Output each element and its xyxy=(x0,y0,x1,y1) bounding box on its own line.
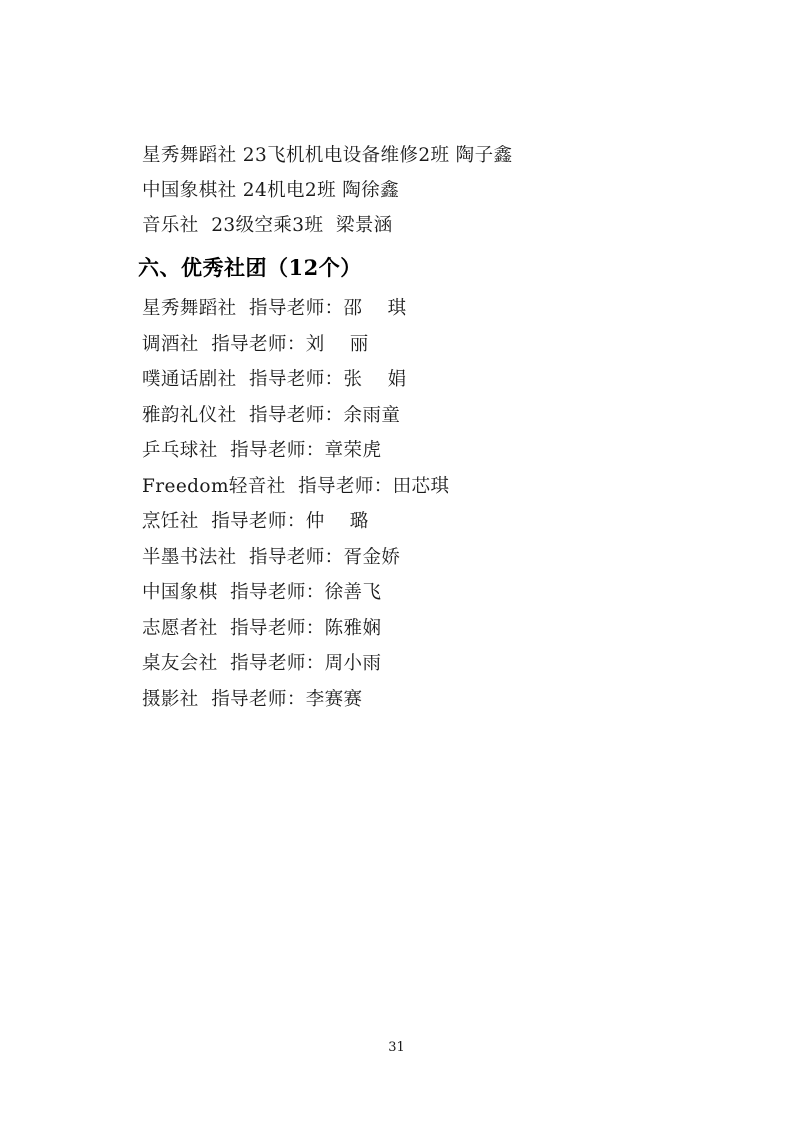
list-item: 星秀舞蹈社 指导老师：邵 琪 xyxy=(142,298,407,319)
page-number: 31 xyxy=(388,1040,405,1055)
list-item: 调酒社 指导老师：刘 丽 xyxy=(142,333,369,355)
list-item: 烹饪社 指导老师：仲 璐 xyxy=(142,511,369,532)
list-item: 音乐社 23级空乘3班 梁景涵 xyxy=(142,215,393,236)
page-content xyxy=(138,138,662,717)
list-item: 星秀舞蹈社 23飞机机电设备维修2班 陶子鑫 xyxy=(142,145,513,166)
list-item: 摄影社 指导老师：李赛赛 xyxy=(142,688,363,710)
list-item: 桌友会社 指导老师：周小雨 xyxy=(142,653,382,674)
list-item: 中国象棋社 24机电2班 陶徐鑫 xyxy=(142,180,399,201)
list-item: 噗通话剧社 指导老师：张 娟 xyxy=(142,369,407,390)
section-heading: 六、优秀社团（12个） xyxy=(138,255,362,280)
list-item: 半墨书法社 指导老师：胥金娇 xyxy=(142,546,401,568)
list-item: Freedom轻音社 指导老师：田芯琪 xyxy=(142,475,450,497)
list-item: 雅韵礼仪社 指导老师：余雨童 xyxy=(142,404,401,426)
list-item: 乒乓球社 指导老师：章荣虎 xyxy=(142,440,382,461)
list-item: 中国象棋 指导老师：徐善飞 xyxy=(142,582,382,603)
list-item: 志愿者社 指导老师：陈雅娴 xyxy=(142,617,382,639)
